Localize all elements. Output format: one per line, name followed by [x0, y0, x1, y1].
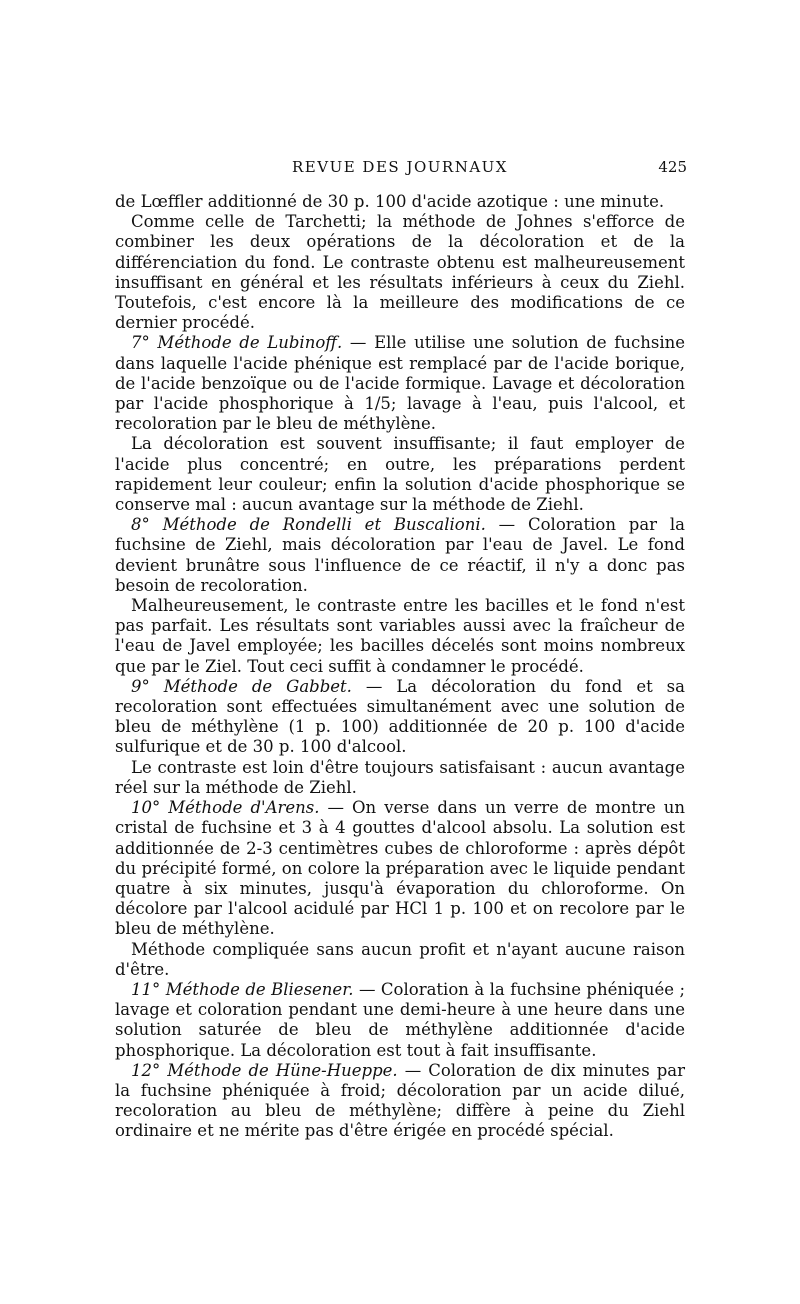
- paragraph: [115, 798, 685, 939]
- paragraph-text: — Coloration à la fuchsine phéniquée ; lavage et coloration pendant une demi-heure à une heure dans une solution saturée de bleu de méthylène additionnée d'acide phosphorique. La décoloration est tout à fait insuffisante.: [115, 979, 686, 1060]
- paragraph-text: — Coloration par la fuchsine de Ziehl, mais décoloration par l'eau de Javel. Le fond devient brunâtre sous l'influence de ce réactif, il n'y a donc pas besoin de recoloration.: [115, 515, 685, 595]
- page-header: [115, 158, 685, 180]
- method-title: 12° Méthode de Hüne-Hueppe.: [131, 1060, 398, 1080]
- method-title: 8° Méthode de Rondelli et Buscalioni.: [131, 515, 486, 535]
- paragraph: [115, 677, 685, 758]
- method-title: 10° Méthode d'Arens.: [131, 798, 320, 818]
- paragraph-text: — Elle utilise une solution de fuchsine dans laquelle l'acide phénique est remplacé par de l'acide borique, de l'acide benzoïque ou de l'acide formique. Lavage et décoloration par l'acide phosphorique à 1/5; lavage à l'eau, puis l'alcool, et recoloration par le bleu de méthylène.: [115, 333, 686, 434]
- paragraph-text: Le contraste est loin d'être toujours satisfaisant : aucun avantage réel sur la méthode de Ziehl.: [115, 757, 685, 797]
- method-title: 11° Méthode de Bliesener.: [131, 979, 354, 999]
- paragraph-text: Comme celle de Tarchetti; la méthode de Johnes s'efforce de combiner les deux opérations de la décoloration et de la différenciation du fond. Le contraste obtenu est malheureusement insuffisant en général et les résultats inférieurs à ceux du Ziehl. Toutefois, c'est encore là la meilleure des modifications de ce dernier procédé.: [115, 212, 685, 333]
- body-text: [115, 192, 685, 1142]
- paragraph-text: de Lœffler additionné de 30 p. 100 d'acide azotique : une minute.: [115, 192, 665, 211]
- paragraph: [115, 1061, 685, 1142]
- paragraph: [115, 758, 685, 798]
- paragraph-text: — On verse dans un verre de montre un cristal de fuchsine et 3 à 4 gouttes d'alcool absolu. La solution est additionnée de 2-3 centimètres cubes de chloroforme : après dépôt du précipité formé, on colore la préparation avec le liquide pendant quatre à six minutes, jusqu'à évaporation du chloroforme. On décolore par l'alcool acidulé par HCl 1 p. 100 et on recolore par le bleu de méthylène.: [115, 798, 685, 939]
- paragraph-text: — Coloration de dix minutes par la fuchsine phéniquée à froid; décoloration par un acide dilué, recoloration au bleu de méthylène; diffère à peine du Ziehl ordinaire et ne mérite pas d'être érigée en procédé spécial.: [115, 1060, 686, 1141]
- paragraph-text: Malheureusement, le contraste entre les bacilles et le fond n'est pas parfait. Les résultats sont variables aussi avec la fraîcheur de l'eau de Javel employée; les bacilles décelés sont moins nombreux que par le Ziel. Tout ceci suffit à condamner le procédé.: [115, 596, 685, 676]
- page-number: 425: [658, 158, 687, 176]
- paragraph: [115, 212, 685, 333]
- paragraph-text: La décoloration est souvent insuffisante; il faut employer de l'acide plus concentré; en outre, les préparations perdent rapidement leur couleur; enfin la solution d'acide phosphorique se conserve mal : aucun avantage sur la méthode de Ziehl.: [115, 434, 685, 515]
- paragraph: [115, 515, 685, 596]
- paragraph: [115, 980, 685, 1061]
- paragraph: [115, 434, 685, 515]
- method-title: 7° Méthode de Lubinoff.: [131, 333, 343, 353]
- paragraph: [115, 596, 685, 677]
- paragraph: [115, 940, 685, 980]
- paragraph-text: — La décoloration du fond et sa recoloration sont effectuées simultanément avec une solution de bleu de méthylène (1 p. 100) additionnée de 20 p. 100 d'acide sulfurique et de 30 p. 100 d'alcool.: [115, 676, 685, 757]
- paragraph: [115, 192, 685, 212]
- paragraph: [115, 333, 685, 434]
- running-title: REVUE DES JOURNAUX: [292, 158, 508, 176]
- paragraph-text: Méthode compliquée sans aucun profit et n'ayant aucune raison d'être.: [115, 939, 685, 979]
- method-title: 9° Méthode de Gabbet.: [131, 676, 352, 696]
